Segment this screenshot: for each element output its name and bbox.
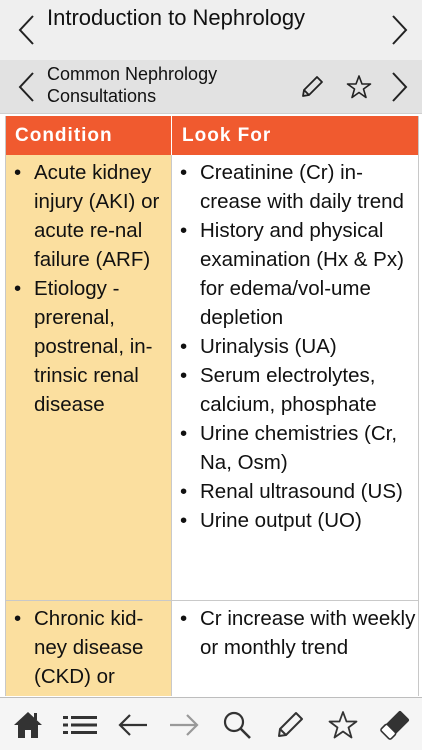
chevron-right-icon[interactable] [380,0,420,60]
star-icon[interactable] [339,60,379,113]
search-icon[interactable] [214,698,260,750]
list-item: • Urine chemistries (Cr, Na, Osm) [172,419,419,477]
list-item: • Cr increase with weekly or monthly trend [172,604,419,662]
section-title: Common Nephrology Consultations [47,64,218,106]
table-cell-condition [6,155,171,600]
chevron-left-icon[interactable] [6,0,46,60]
table-cell-look-for [172,155,419,600]
column-header-look-for: Look For [172,116,419,155]
list-item: • Serum electrolytes, calcium, phosphate [172,361,419,419]
eraser-icon[interactable] [372,698,418,750]
list-item: • Urine output (UO) [172,506,419,535]
table-cell-look-for [172,601,419,696]
chevron-right-icon[interactable] [380,60,420,113]
list-item: • Creatinine (Cr) in-crease with daily trend [172,158,419,216]
list-item: • Urinalysis (UA) [172,332,419,361]
column-header-condition: Condition [6,116,171,155]
pencil-icon[interactable] [267,698,313,750]
list-item: • Acute kidney injury (AKI) or acute re-nal failure (ARF) [6,158,171,274]
top-nav-bar [0,0,422,60]
home-icon[interactable] [5,698,51,750]
sub-nav-bar [0,60,422,114]
bottom-toolbar [0,697,422,750]
list-item: • History and physical examination (Hx & Px) for edema/vol-ume depletion [172,216,419,332]
pencil-icon[interactable] [292,60,332,113]
list-item: • Chronic kid-ney disease (CKD) or [6,604,171,691]
page-title: Introduction to Nephrology [47,5,306,30]
column-divider [171,155,172,696]
consultation-table [5,116,419,696]
list-item: • Etiology - prerenal, postrenal, in-trinsic renal disease [6,274,171,419]
table-cell-condition [6,601,171,696]
chevron-left-icon[interactable] [6,60,46,113]
star-icon[interactable] [320,698,366,750]
arrow-right-icon[interactable] [161,698,207,750]
list-item: • Renal ultrasound (US) [172,477,419,506]
list-icon[interactable] [57,698,103,750]
arrow-left-icon[interactable] [110,698,156,750]
